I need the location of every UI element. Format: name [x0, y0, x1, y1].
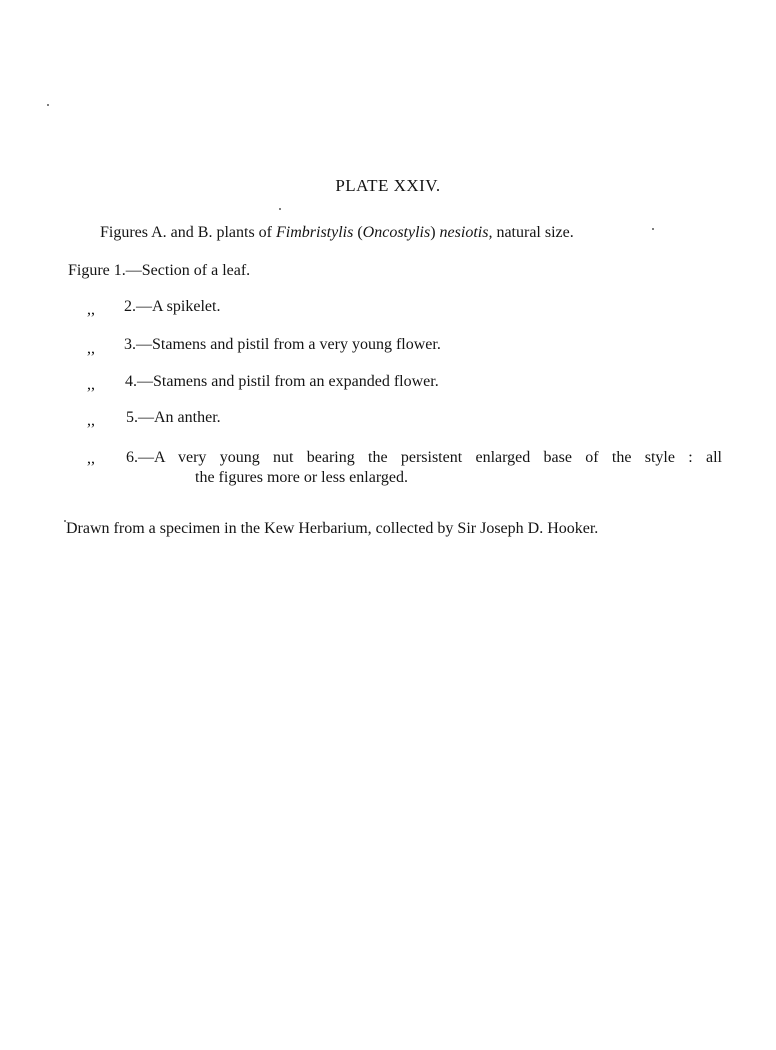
ditto-mark: ,, [87, 450, 95, 467]
species-name: nesiotis, [439, 224, 493, 241]
intro-prefix: Figures A. and B. plants of [100, 224, 276, 241]
ditto-mark: ,, [87, 340, 95, 357]
figure-2-number: 2. [124, 298, 136, 315]
genus-name: Fimbristylis [276, 224, 354, 241]
figure-2-line [124, 298, 220, 316]
scan-speck [47, 104, 49, 106]
figure-4-text: —Stamens and pistil from an expanded flower. [137, 373, 439, 390]
figure-1-text: —Section of a leaf. [125, 262, 251, 279]
ditto-mark: ,, [87, 301, 95, 318]
figure-1-number: 1. [113, 262, 126, 279]
ditto-mark: ,, [87, 412, 95, 429]
credit-line: Drawn from a specimen in the Kew Herbarium, collected by Sir Joseph D. Hooker. [66, 520, 599, 537]
scan-speck [64, 520, 66, 522]
intro-line [100, 224, 574, 242]
subgenus-name: Oncostylis [362, 224, 431, 241]
scan-speck [279, 208, 281, 210]
scan-speck [652, 228, 654, 230]
figure-3-number: 3. [124, 336, 136, 353]
plate-title: PLATE XXIV. [335, 176, 441, 195]
figure-6-line [126, 446, 722, 469]
figure-1-line [68, 262, 250, 280]
figure-6-number: 6. [126, 449, 138, 466]
figure-2-text: —A spikelet. [136, 298, 221, 315]
figure-label: Figure [68, 262, 110, 279]
figure-4-number: 4. [125, 373, 137, 390]
ditto-mark: ,, [87, 376, 95, 393]
figure-5-number: 5. [126, 409, 138, 426]
figure-6-continuation: the figures more or less enlarged. [195, 469, 408, 486]
figure-3-text: —Stamens and pistil from a very young flower. [136, 336, 441, 353]
paren-open: ( [353, 224, 363, 241]
figure-5-line [126, 409, 221, 427]
intro-suffix: natural size. [492, 224, 574, 241]
paren-close: ) [430, 224, 440, 241]
figure-4-line [125, 373, 439, 391]
figure-5-text: —An anther. [138, 409, 221, 426]
figure-3-line [124, 336, 441, 354]
figure-6-text: —A very young nut bearing the persistent enlarged base of the style : all [138, 449, 722, 466]
